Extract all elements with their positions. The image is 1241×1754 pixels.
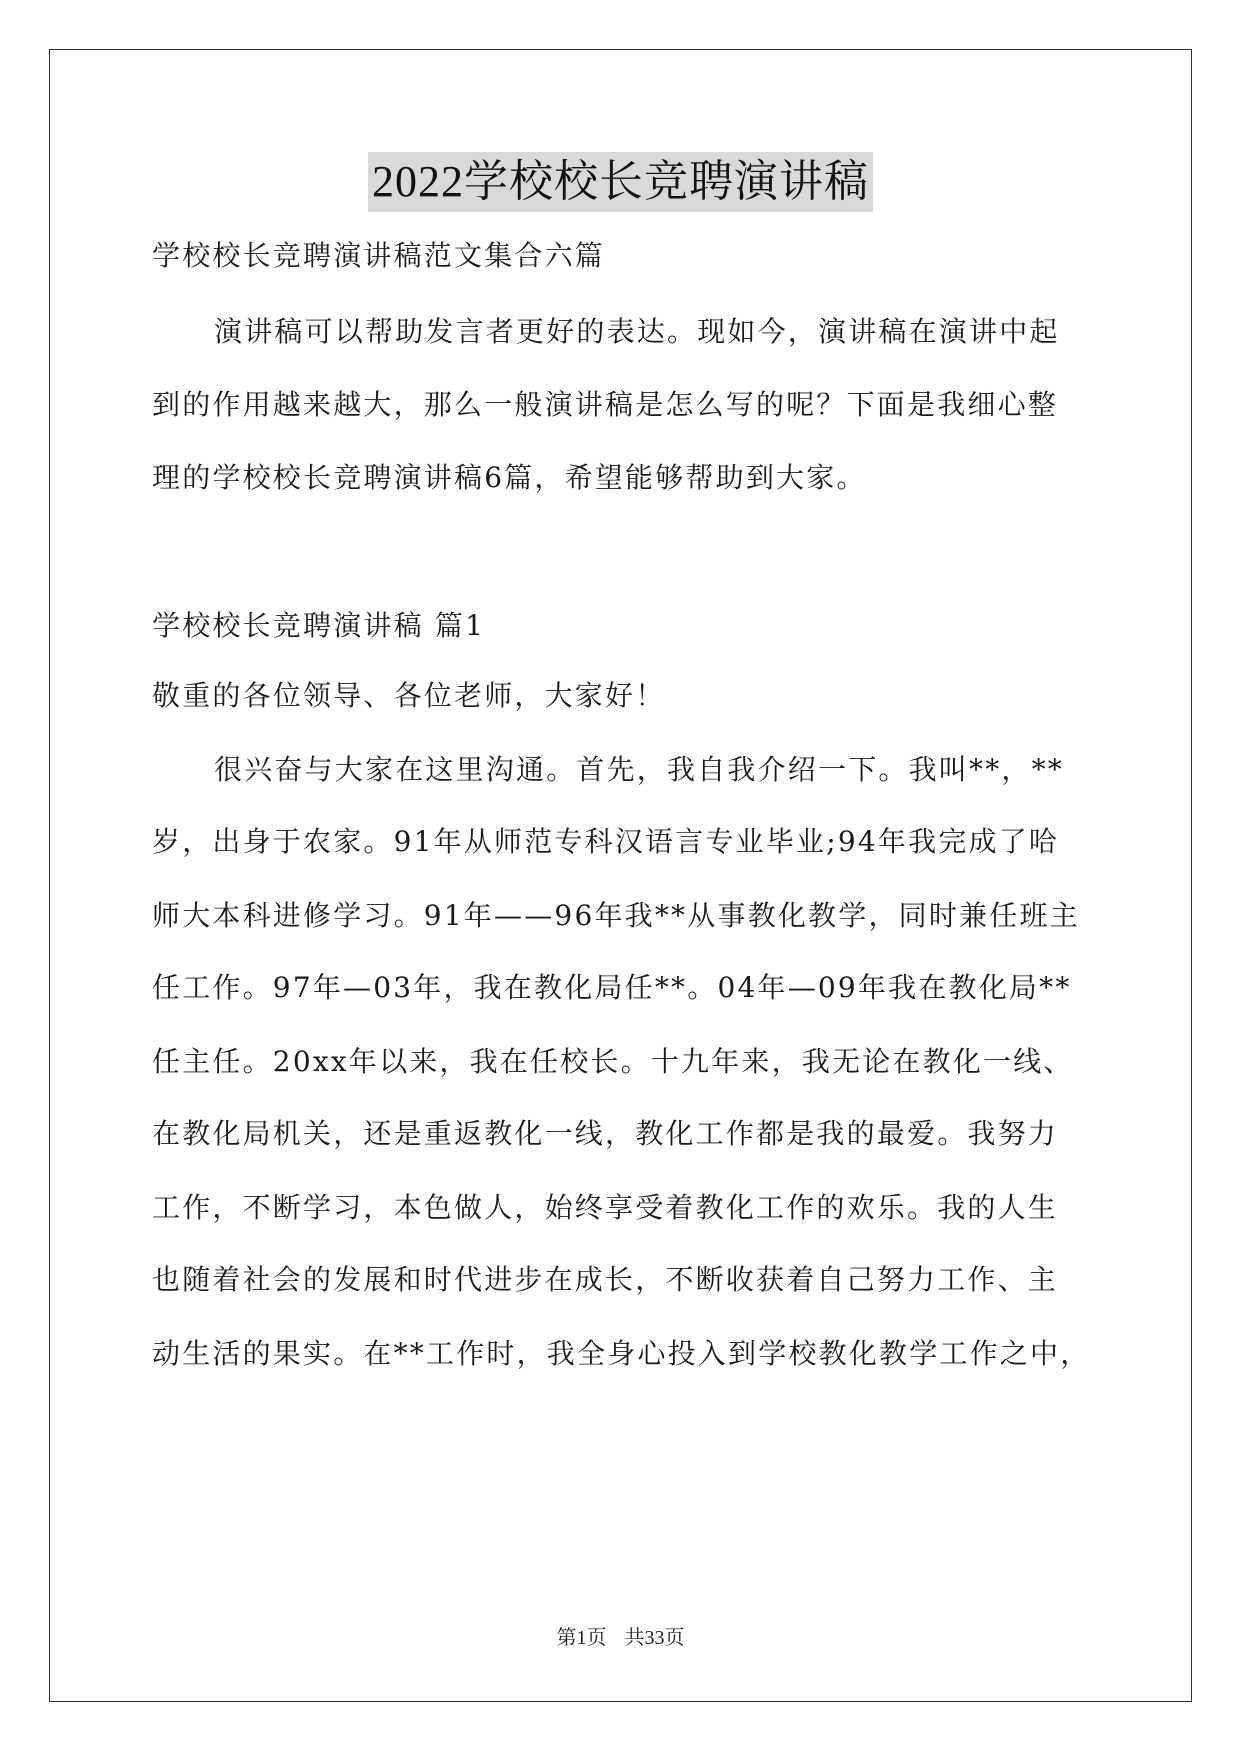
body-paragraph-line: 很兴奋与大家在这里沟通。首先，我自我介绍一下。我叫**，** xyxy=(214,753,1065,786)
body-paragraph-line: 任主任。20xx年以来，我在任校长。十九年来，我无论在教化一线、 xyxy=(152,1045,1074,1078)
body-paragraph-line: 动生活的果实。在**工作时，我全身心投入到学校教化教学工作之中， xyxy=(152,1337,1091,1370)
intro-paragraph-line: 理的学校校长竞聘演讲稿6篇，希望能够帮助到大家。 xyxy=(152,461,867,494)
body-paragraph-line: 任工作。97年—03年，我在教化局任**。04年—09年我在教化局** xyxy=(152,971,1072,1004)
intro-paragraph-line: 演讲稿可以帮助发言者更好的表达。现如今，演讲稿在演讲中起 xyxy=(214,315,1060,348)
section-heading: 学校校长竞聘演讲稿 篇1 xyxy=(152,609,486,642)
body-paragraph-line: 工作，不断学习，本色做人，始终享受着教化工作的欢乐。我的人生 xyxy=(152,1191,1059,1224)
page-border xyxy=(49,49,1192,1702)
body-paragraph-line: 也随着社会的发展和时代进步在成长，不断收获着自己努力工作、主 xyxy=(152,1263,1059,1296)
body-paragraph-line: 在教化局机关，还是重返教化一线，教化工作都是我的最爱。我努力 xyxy=(152,1117,1059,1150)
document-title: 2022学校校长竞聘演讲稿 xyxy=(368,152,873,212)
title-container xyxy=(0,152,1241,212)
document-subtitle: 学校校长竞聘演讲稿范文集合六篇 xyxy=(152,239,606,272)
page-total: 共33页 xyxy=(624,1627,685,1649)
greeting: 敬重的各位领导、各位老师，大家好！ xyxy=(152,679,666,712)
page-number: 第1页 xyxy=(556,1627,607,1649)
page-footer xyxy=(0,1624,1241,1652)
body-paragraph-line: 岁，出身于农家。91年从师范专科汉语言专业毕业;94年我完成了哈 xyxy=(152,825,1060,858)
intro-paragraph-line: 到的作用越来越大，那么一般演讲稿是怎么写的呢？下面是我细心整 xyxy=(152,388,1059,421)
body-paragraph-line: 师大本科进修学习。91年——96年我**从事教化教学，同时兼任班主 xyxy=(152,899,1080,932)
